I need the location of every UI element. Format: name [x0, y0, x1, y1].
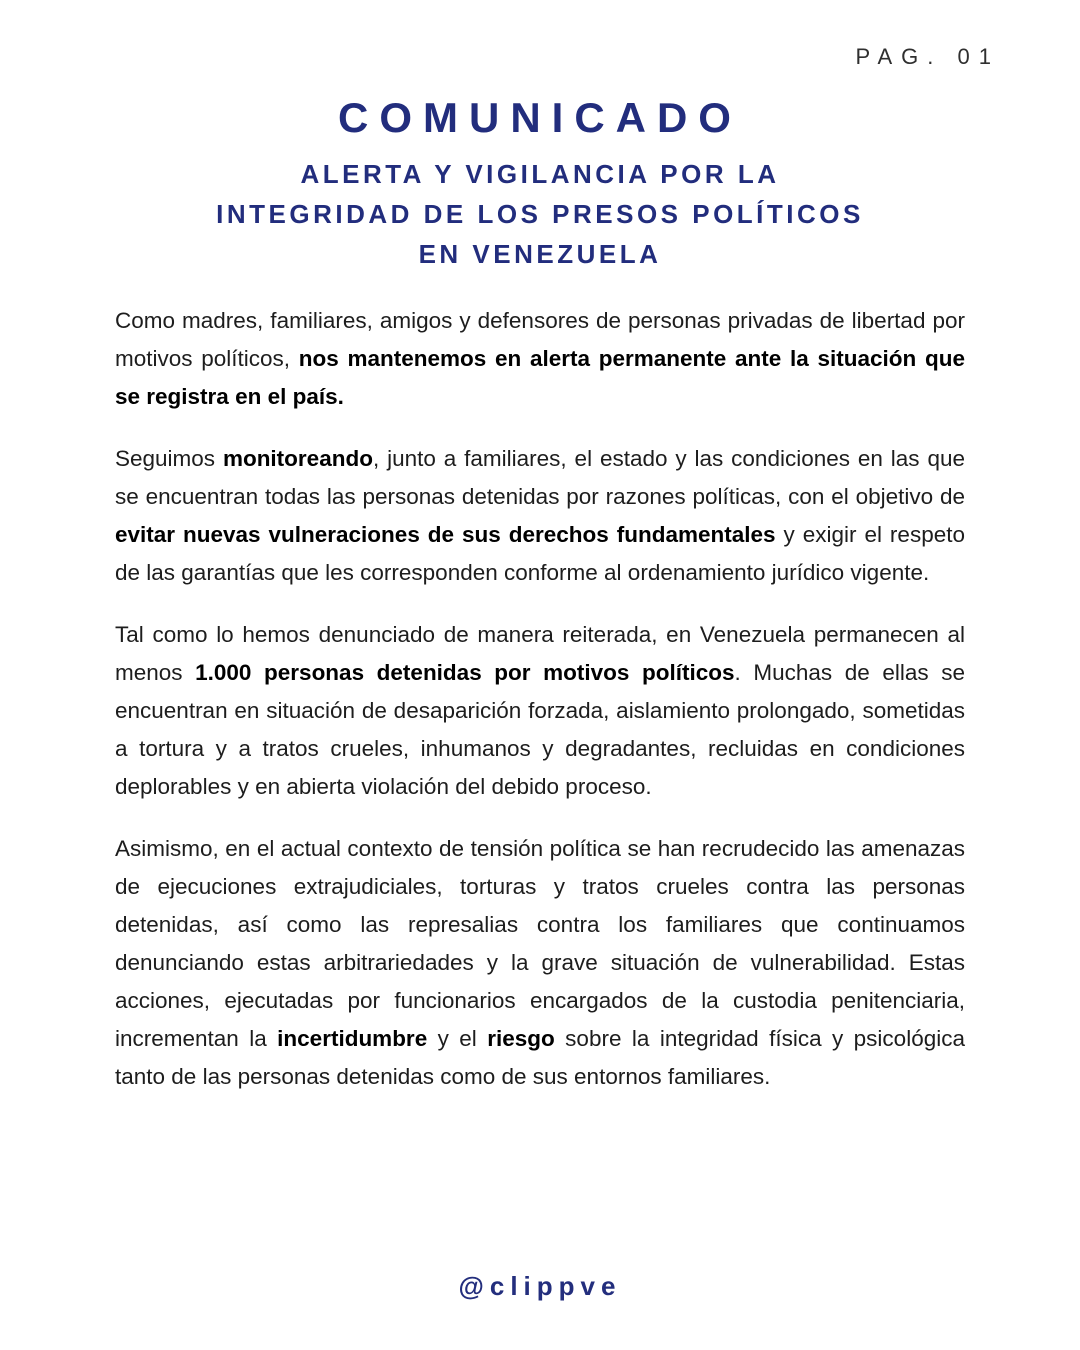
document-body — [115, 302, 965, 1096]
social-handle: @clippve — [458, 1271, 622, 1301]
page-number-label: PAG. 01 — [855, 44, 1000, 69]
paragraph-4: Asimismo, en el actual contexto de tensión política se han recrudecido las amenazas de ejecuciones extrajudiciales, torturas y tratos crueles contra las personas detenidas, así como las represalias contra los familiares que continuamos denunciando estas arbitrariedades y la grave situación de vulnerabilidad. Estas acciones, ejecutadas por funcionarios encargados de la custodia penitenciaria, incrementan la incertidumbre y el riesgo sobre la integridad física y psicológica tanto de las personas detenidas como de sus entornos familiares. — [115, 836, 965, 1089]
subtitle-line-2: INTEGRIDAD DE LOS PRESOS POLÍTICOS — [216, 199, 864, 229]
paragraph-1: Como madres, familiares, amigos y defensores de personas privadas de libertad por motivos políticos, nos mantenemos en alerta permanente ante la situación que se registra en el país. — [115, 308, 965, 409]
subtitle-line-1: ALERTA Y VIGILANCIA POR LA — [300, 159, 780, 189]
paragraph-3: Tal como lo hemos denunciado de manera reiterada, en Venezuela permanecen al menos 1.000 personas detenidas por motivos políticos. Muchas de ellas se encuentran en situación de desaparición forzada, aislamiento prolongado, sometidas a tortura y a tratos crueles, inhumanos y degradantes, recluidas en condiciones deplorables y en abierta violación del debido proceso. — [115, 622, 965, 799]
subtitle-line-3: EN VENEZUELA — [418, 239, 662, 269]
paragraph-2: Seguimos monitoreando, junto a familiares, el estado y las condiciones en las que se encuentran todas las personas detenidas por razones políticas, con el objetivo de evitar nuevas vulneraciones de sus derechos fundamentales y exigir el respeto de las garantías que les corresponden conforme al ordenamiento jurídico vigente. — [115, 446, 965, 585]
document-subtitle — [0, 154, 1080, 274]
document-title: COMUNICADO — [338, 94, 742, 141]
